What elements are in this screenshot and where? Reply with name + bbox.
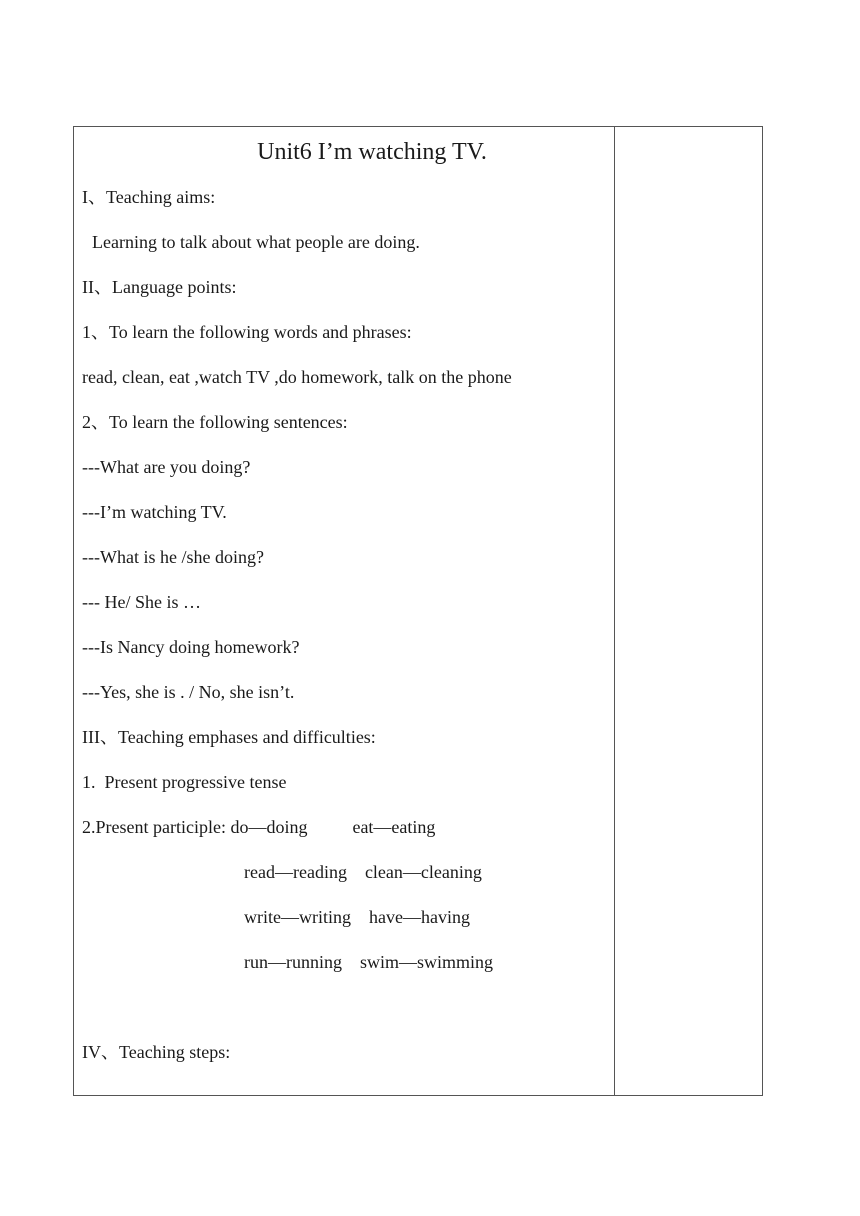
sentence-line: ---Yes, she is . / No, she isn’t. <box>82 682 295 702</box>
participle-line: write—writing have—having <box>244 907 470 927</box>
sentence-line: ---Is Nancy doing homework? <box>82 637 300 657</box>
participle-line: 2.Present participle: do—doing eat—eating <box>82 817 436 837</box>
lesson-plan-table <box>73 126 763 1096</box>
sentence-line: ---What is he /she doing? <box>82 547 264 567</box>
sentence-line: ---I’m watching TV. <box>82 502 227 522</box>
page-title: Unit6 I’m watching TV. <box>257 139 487 165</box>
sentences-heading: 2、To learn the following sentences: <box>82 412 348 432</box>
words-phrases-list: read, clean, eat ,watch TV ,do homework, talk on the phone <box>82 367 512 387</box>
section-heading-teaching-steps: IV、Teaching steps: <box>82 1042 231 1062</box>
emphasis-item: 1. Present progressive tense <box>82 772 287 792</box>
section-heading-language-points: II、Language points: <box>82 277 237 297</box>
column-divider <box>614 127 615 1095</box>
section-heading-teaching-aims: I、Teaching aims: <box>82 187 216 207</box>
participle-line: run—running swim—swimming <box>244 952 494 972</box>
sentence-line: ---What are you doing? <box>82 457 251 477</box>
section-heading-emphases: III、Teaching emphases and difficulties: <box>82 727 376 747</box>
sentence-line: --- He/ She is … <box>82 592 201 612</box>
words-phrases-heading: 1、To learn the following words and phrases: <box>82 322 412 342</box>
teaching-aim-text: Learning to talk about what people are doing. <box>92 232 420 252</box>
participle-line: read—reading clean—cleaning <box>244 862 482 882</box>
